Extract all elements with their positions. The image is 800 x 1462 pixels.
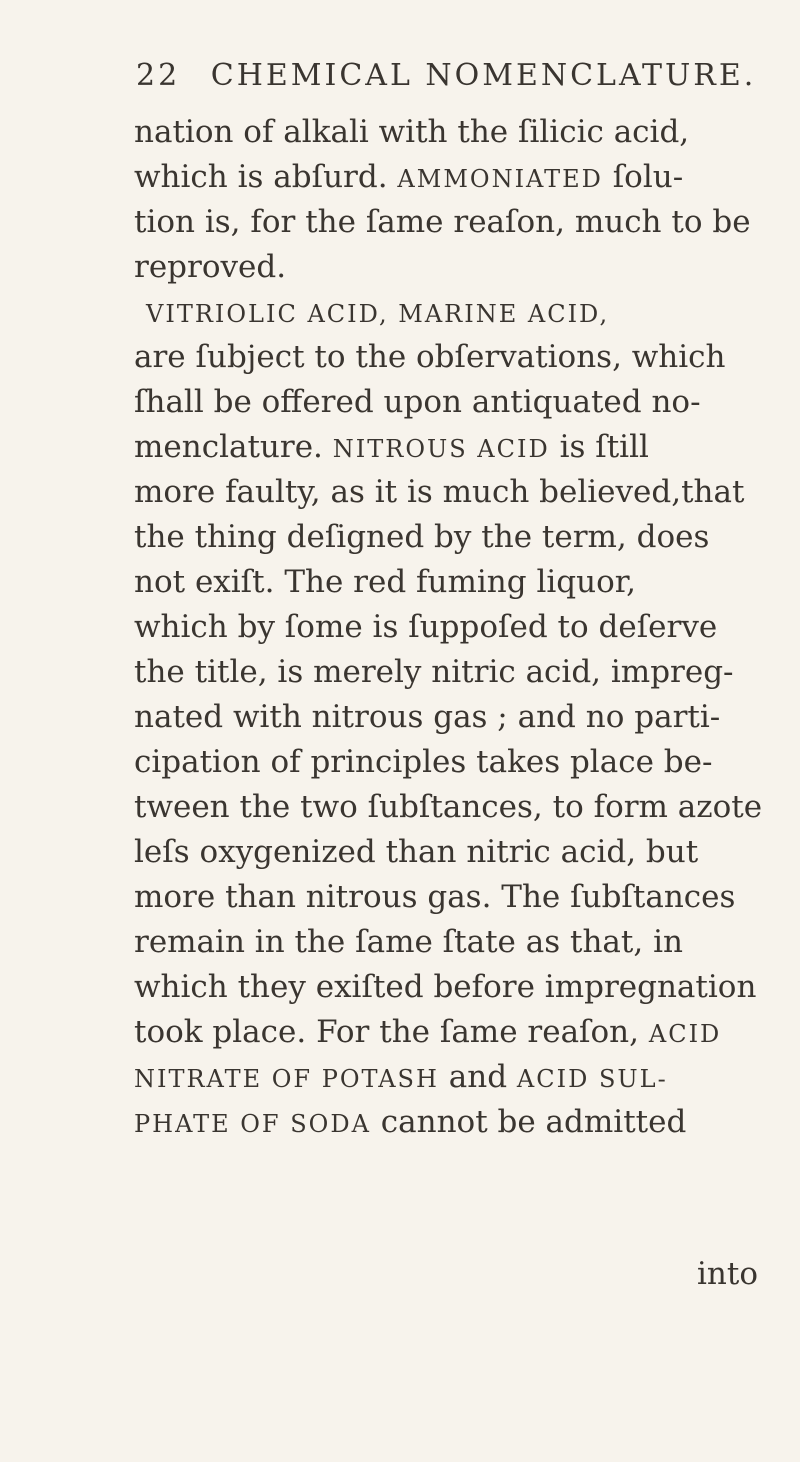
- text-run: nated with nitrous gas ; and no parti-: [134, 699, 721, 735]
- page-number: 22: [136, 58, 181, 93]
- text-run: which by ſome is ſuppoſed to deſerve: [134, 609, 718, 645]
- text-line: [134, 290, 774, 335]
- text-run: not exiſt. The red fuming liquor,: [134, 564, 637, 600]
- text-line: [134, 1100, 774, 1145]
- text-run: the title, is merely nitric acid, impreg-: [134, 654, 734, 690]
- small-caps-term: PHATE OF SODA: [134, 1110, 371, 1138]
- text-run: ſolu-: [602, 159, 684, 195]
- text-run: which is abſurd.: [134, 159, 398, 195]
- text-run: more than nitrous gas. The ſubſtances: [134, 879, 736, 915]
- text-run: more faulty, as it is much believed,that: [134, 474, 745, 510]
- text-run: ſhall be offered upon antiquated no-: [134, 384, 701, 420]
- catchword: into: [697, 1256, 759, 1292]
- text-line: [134, 155, 774, 200]
- text-run: nation of alkali with the ſilicic acid,: [134, 114, 690, 150]
- text-run: and: [438, 1059, 517, 1095]
- text-run: remain in the ſame ſtate as that, in: [134, 924, 683, 960]
- text-line: [134, 785, 774, 830]
- text-line: [134, 1055, 774, 1100]
- text-line: [134, 875, 774, 920]
- text-run: is ſtill: [549, 429, 649, 465]
- small-caps-term: ACID: [648, 1020, 722, 1048]
- text-line: [134, 605, 774, 650]
- text-line: [134, 740, 774, 785]
- text-run: are ſubject to the obſervations, which: [134, 339, 726, 375]
- text-line: [134, 1010, 774, 1055]
- text-line: [134, 425, 774, 470]
- text-line: [134, 920, 774, 965]
- running-header: [136, 54, 757, 98]
- small-caps-term: VITRIOLIC ACID, MARINE ACID,: [146, 300, 610, 328]
- text-line: [134, 380, 774, 425]
- small-caps-term: AMMONIATED: [397, 165, 603, 193]
- text-line: [134, 650, 774, 695]
- text-run: reproved.: [134, 249, 287, 285]
- text-line: [134, 200, 774, 245]
- text-run: menclature.: [134, 429, 333, 465]
- body-text: [134, 110, 774, 1145]
- text-run: took place. For the ſame reaſon,: [134, 1014, 649, 1050]
- text-line: [134, 515, 774, 560]
- running-title: CHEMICAL NOMENCLATURE.: [210, 58, 757, 93]
- text-run: leſs oxygenized than nitric acid, but: [134, 834, 699, 870]
- text-run: which they exiſted before impregnation: [134, 969, 757, 1005]
- text-run: cipation of principles takes place be-: [134, 744, 713, 780]
- text-run: tion is, for the ſame reaſon, much to be: [134, 204, 751, 240]
- text-run: the thing deſigned by the term, does: [134, 519, 710, 555]
- text-line: [134, 245, 774, 290]
- small-caps-term: NITROUS ACID: [332, 435, 550, 463]
- text-line: [134, 830, 774, 875]
- text-run: tween the two ſubſtances, to form azote: [134, 789, 763, 825]
- text-line: [134, 110, 774, 155]
- small-caps-term: NITRATE OF POTASH: [134, 1065, 439, 1093]
- text-run: cannot be admitted: [370, 1104, 687, 1140]
- small-caps-term: ACID SUL-: [516, 1065, 668, 1093]
- text-line: [134, 470, 774, 515]
- text-line: [134, 335, 774, 380]
- text-line: [134, 560, 774, 605]
- text-line: [134, 695, 774, 740]
- text-line: [134, 965, 774, 1010]
